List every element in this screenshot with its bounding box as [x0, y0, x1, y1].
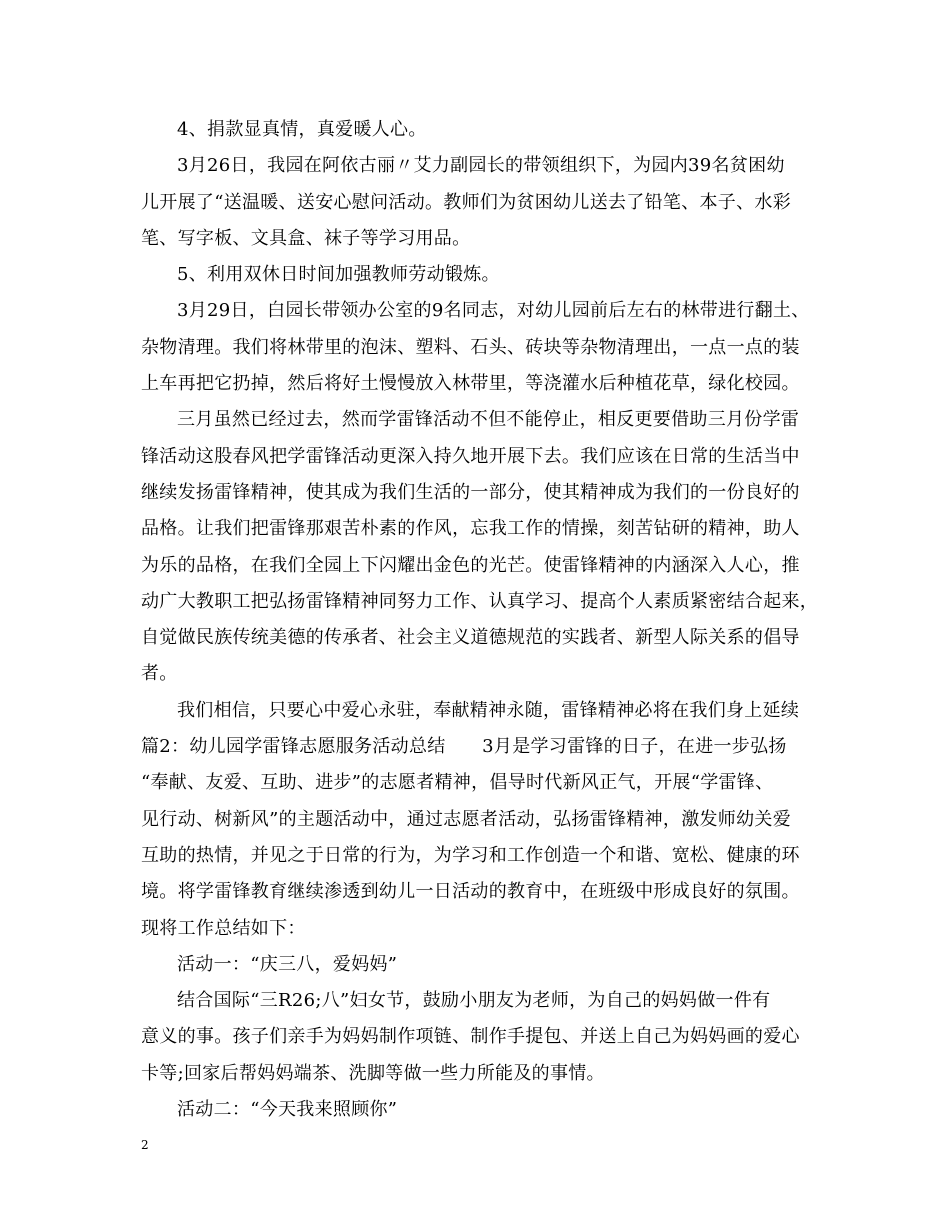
text-line: 卡等;回家后帮妈妈端茶、洗脚等做一些力所能及的事情。	[141, 1062, 605, 1084]
text-line: 结合国际“三R26;八”妇女节，鼓励小朋友为老师，为自己的妈妈做一件有	[177, 990, 771, 1012]
text-line: 意义的事。孩子们亲手为妈妈制作项链、制作手提包、并送上自己为妈妈画的爱心	[141, 1026, 800, 1048]
text-line: 继续发扬雷锋精神，使其成为我们生活的一部分，使其精神成为我们的一份良好的	[141, 481, 800, 503]
text-line: “奉献、友爱、互助、进步”的志愿者精神，倡导时代新风正气，开展“学雷锋、	[141, 772, 774, 794]
text-line: 篇2：幼儿园学雷锋志愿服务活动总结 3月是学习雷锋的日子，在进一步弘扬	[141, 736, 787, 758]
text-line: 现将工作总结如下：	[141, 917, 306, 939]
text-line: 见行动、树新风”的主题活动中，通过志愿者活动，弘扬雷锋精神，激发师幼关爱	[141, 808, 791, 830]
text-line: 儿开展了“送温暖、送安心慰问活动。教师们为贫困幼儿送去了铅笔、本子、水彩	[141, 191, 791, 213]
text-line: 境。将学雷锋教育继续渗透到幼儿一日活动的教育中，在班级中形成良好的氛围。	[141, 881, 800, 903]
text-line: 动广大教职工把弘扬雷锋精神同努力工作、认真学习、提高个人素质紧密结合起来，	[141, 590, 819, 612]
document-body	[141, 112, 826, 1128]
text-line: 品格。让我们把雷锋那艰苦朴素的作风，忘我工作的情操，刻苦钻研的精神，助人	[141, 518, 800, 540]
text-line: 上车再把它扔掉，然后将好土慢慢放入林带里，等浇灌水后种植花草，绿化校园。	[141, 373, 800, 395]
text-line: 3月29日，白园长带领办公室的9名同志，对幼儿园前后左右的林带进行翻土、	[177, 300, 810, 322]
text-line: 者。	[141, 663, 178, 685]
text-line: 笔、写字板、文具盒、袜子等学习用品。	[141, 227, 471, 249]
text-line: 活动二：“今天我来照顾你”	[177, 1099, 398, 1121]
text-line: 活动一：“庆三八，爱妈妈”	[177, 953, 398, 975]
text-line: 3月26日，我园在阿依古丽〃艾力副园长的带领组织下，为园内39名贫困幼	[177, 155, 785, 177]
page-number: 2	[141, 1138, 149, 1152]
text-line: 5、利用双休日时间加强教师劳动锻炼。	[177, 264, 500, 286]
text-line: 4、捐款显真情，真爱暖人心。	[177, 119, 427, 140]
text-line: 自觉做民族传统美德的传承者、社会主义道德规范的实践者、新型人际关系的倡导	[141, 627, 800, 649]
text-line: 杂物清理。我们将林带里的泡沫、塑料、石头、砖块等杂物清理出，一点一点的装	[141, 336, 800, 358]
text-line: 互助的热情，并见之于日常的行为，为学习和工作创造一个和谐、宽松、健康的环	[141, 844, 800, 866]
text-line: 我们相信，只要心中爱心永驻，奉献精神永随，雷锋精神必将在我们身上延续	[177, 699, 800, 721]
text-line: 三月虽然已经过去，然而学雷锋活动不但不能停止，相反更要借助三月份学雷	[177, 409, 800, 431]
text-line: 为乐的品格，在我们全园上下闪耀出金色的光芒。使雷锋精神的内涵深入人心，推	[141, 554, 800, 576]
text-line: 锋活动这股春风把学雷锋活动更深入持久地开展下去。我们应该在日常的生活当中	[141, 445, 800, 467]
